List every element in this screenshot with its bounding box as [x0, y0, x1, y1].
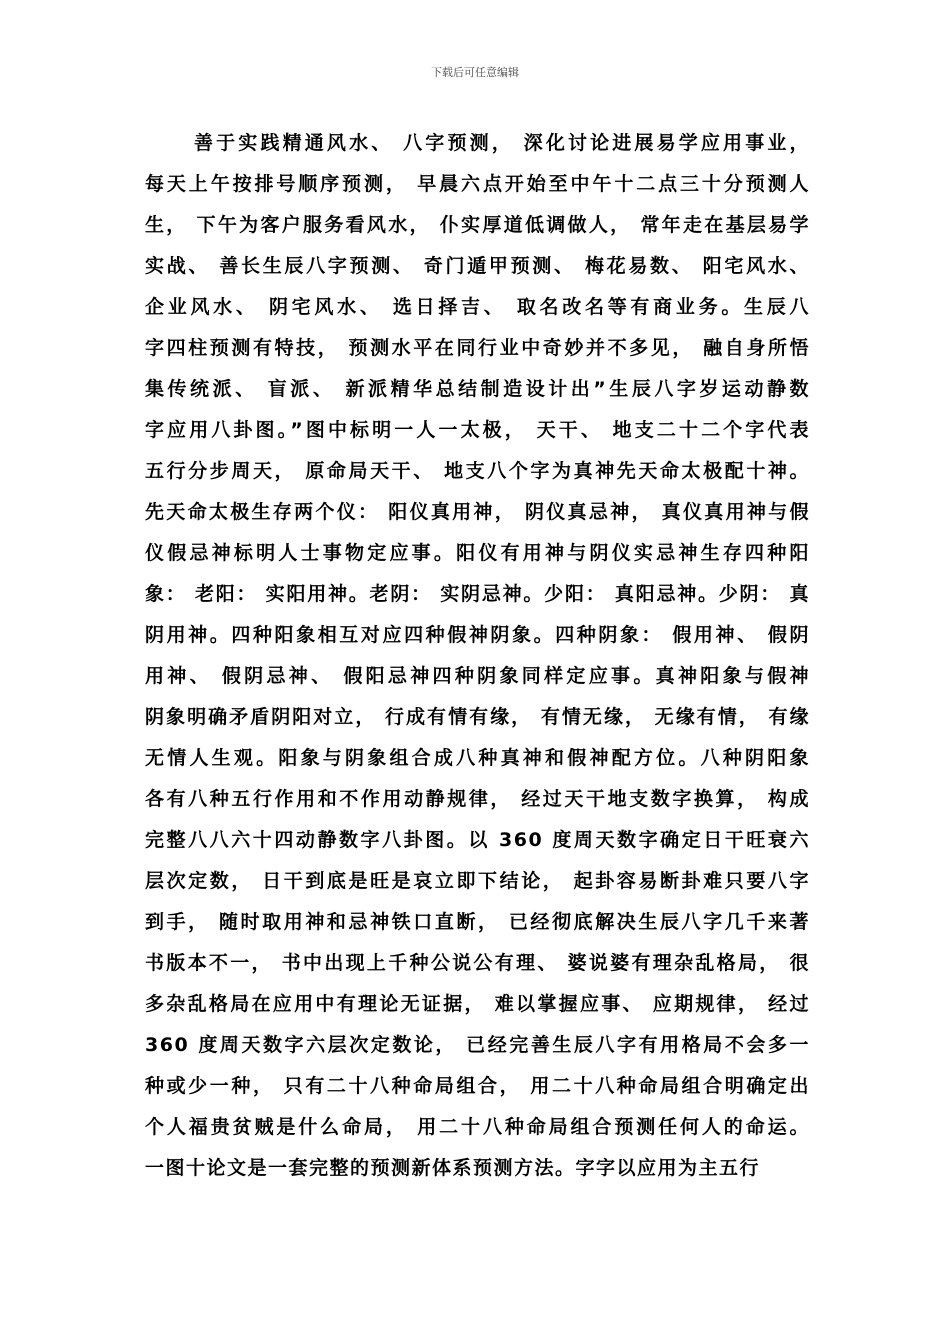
text-line: 实战、 善长生辰八字预测、 奇门遁甲预测、 梅花易数、 阳宅风水、 [145, 255, 810, 277]
text-line: 多杂乱格局在应用中有理论无证据， 难以掌握应事、 应期规律， 经过 [145, 993, 810, 1015]
text-line: 每天上午按排号顺序预测， 早晨六点开始至中午十二点三十分预测人 [145, 173, 810, 195]
text-line: 仪假忌神标明人士事物定应事。阳仪有用神与阴仪实忌神生存四种阳 [145, 542, 810, 564]
text-line: 到手， 随时取用神和忌神铁口直断， 已经彻底解决生辰八字几千来著 [145, 911, 810, 933]
text-line: 阴用神。四种阳象相互对应四种假神阴象。四种阴象： 假用神、 假阴 [145, 624, 810, 646]
text-line: 书版本不一， 书中出现上千种公说公有理、 婆说婆有理杂乱格局， 很 [145, 952, 810, 974]
text-line: 一图十论文是一套完整的预测新体系预测方法。字字以应用为主五行 [145, 1157, 761, 1179]
text-line: 360 度周天数字六层次定数论， 已经完善生辰八字有用格局不会多一 [145, 1034, 810, 1056]
page-header: 下载后可任意编辑 [431, 66, 519, 79]
text-line: 阴象明确矛盾阴阳对立， 行成有情有缘， 有情无缘， 无缘有情， 有缘 [145, 706, 810, 728]
text-line: 五行分步周天， 原命局天干、 地支八个字为真神先天命太极配十神。 [145, 460, 810, 482]
body-text [145, 123, 810, 1189]
text-line: 用神、 假阴忌神、 假阳忌神四种阴象同样定应事。真神阳象与假神 [145, 665, 810, 687]
text-line: 层次定数， 日干到底是旺是哀立即下结论， 起卦容易断卦难只要八字 [145, 870, 810, 892]
text-line: 象： 老阳： 实阳用神。老阴： 实阴忌神。少阳： 真阳忌神。少阴： 真 [145, 583, 810, 605]
text-line: 字应用八卦图。”图中标明一人一太极， 天干、 地支二十二个字代表 [145, 419, 810, 441]
text-line: 集传统派、 盲派、 新派精华总结制造设计出”生辰八字岁运动静数 [145, 378, 810, 400]
text-line: 企业风水、 阴宅风水、 选日择吉、 取名改名等有商业务。生辰八 [145, 296, 810, 318]
text-line: 个人福贵贫贼是什么命局， 用二十八种命局组合预测任何人的命运。 [145, 1116, 810, 1138]
text-line: 各有八种五行作用和不作用动静规律， 经过天干地支数字换算， 构成 [145, 788, 810, 810]
text-line: 字四柱预测有特技， 预测水平在同行业中奇妙并不多见， 融自身所悟 [145, 337, 810, 359]
text-line: 完整八八六十四动静数字八卦图。以 360 度周天数字确定日干旺衰六 [145, 829, 810, 851]
text-line: 无情人生观。阳象与阴象组合成八种真神和假神配方位。八种阴阳象 [145, 747, 810, 769]
text-line: 生， 下午为客户服务看风水， 仆实厚道低调做人， 常年走在基层易学 [145, 214, 810, 236]
text-line: 善于实践精通风水、 八字预测， 深化讨论进展易学应用事业， [194, 132, 810, 154]
text-line: 先天命太极生存两个仪： 阳仪真用神， 阴仪真忌神， 真仪真用神与假 [145, 501, 810, 523]
text-line: 种或少一种， 只有二十八种命局组合， 用二十八种命局组合明确定出 [145, 1075, 810, 1097]
